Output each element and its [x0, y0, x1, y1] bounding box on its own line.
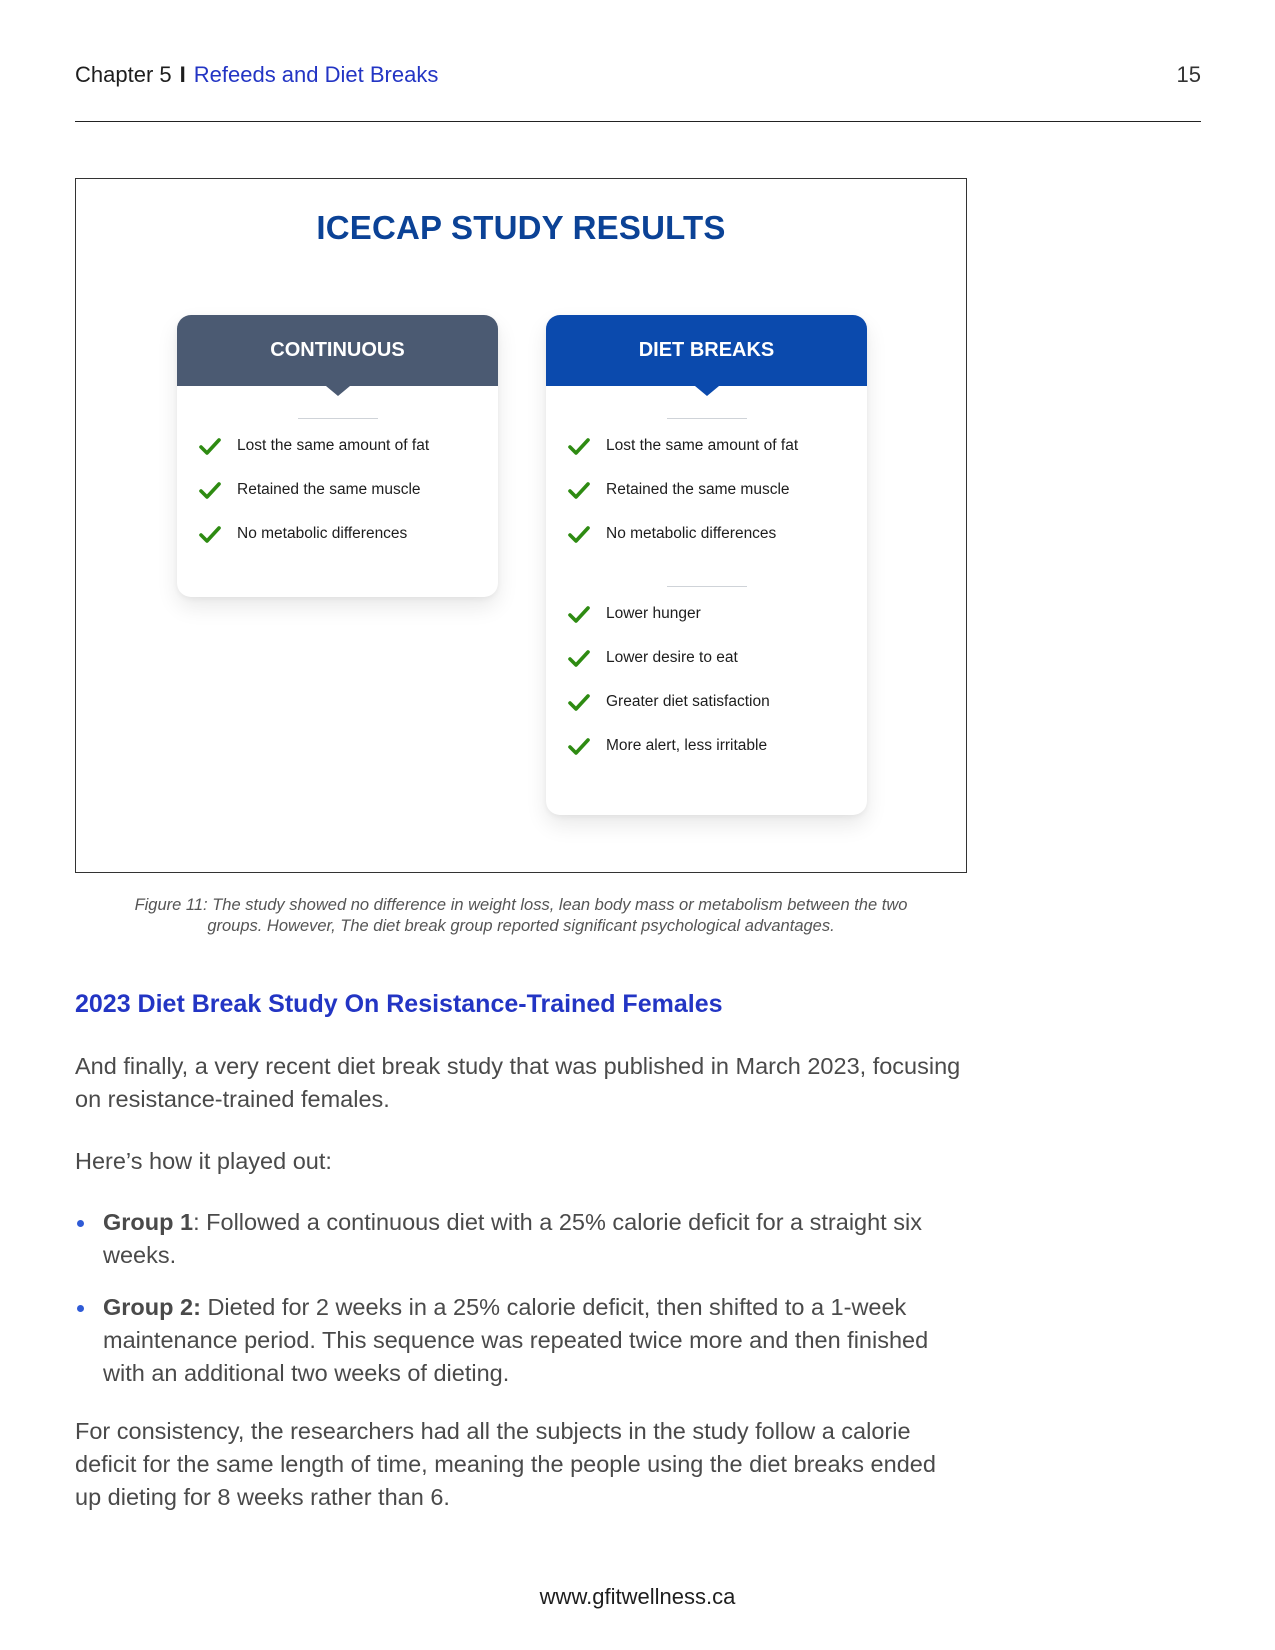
chapter-separator: I [179, 62, 186, 87]
list-item-text: More alert, less irritable [606, 737, 768, 754]
checkmark-icon [568, 738, 590, 756]
header-pointer [695, 386, 719, 396]
checkmark-icon [199, 438, 221, 456]
group-description: Followed a continuous diet with a 25% calorie deficit for a straight six weeks. [103, 1209, 922, 1268]
group-label-suffix: : [193, 1209, 200, 1235]
header-divider [75, 121, 1201, 122]
list-item [75, 1206, 965, 1272]
checkmark-icon [568, 438, 590, 456]
chapter-label [75, 62, 438, 88]
checkmark-icon [568, 526, 590, 544]
checkmark-icon [568, 650, 590, 668]
header-pointer [326, 386, 350, 396]
continuous-card-label: CONTINUOUS [270, 339, 405, 361]
list-item-text: Lower hunger [606, 605, 701, 622]
checkmark-icon [199, 526, 221, 544]
list-item-text: Lower desire to eat [606, 649, 738, 666]
figure-caption [75, 895, 967, 937]
list-item-text: Retained the same muscle [606, 481, 790, 498]
chapter-number: Chapter 5 [75, 62, 172, 87]
bullet-icon [77, 1220, 84, 1227]
group-label: Group 1 [103, 1209, 194, 1235]
section-heading: 2023 Diet Break Study On Resistance-Trained Females [75, 990, 723, 1018]
lead-paragraph: Here’s how it played out: [75, 1148, 332, 1174]
chapter-title: Refeeds and Diet Breaks [193, 62, 439, 87]
continuous-card-header [177, 315, 498, 386]
group-description: Dieted for 2 weeks in a 25% calorie deficit, then shifted to a 1-week maintenance period. This sequence was repeated twice more and then finished with an additional two weeks of dieting. [103, 1294, 929, 1386]
intro-paragraph: And finally, a very recent diet break study that was published in March 2023, focusing on resistance-trained females. [75, 1053, 961, 1112]
list-item-text: No metabolic differences [237, 525, 408, 542]
footer-url: www.gfitwellness.ca [539, 1584, 736, 1609]
diet-breaks-card-label: DIET BREAKS [638, 339, 775, 361]
list-item-text: No metabolic differences [606, 525, 777, 542]
page-header [75, 62, 1201, 92]
list-item-text: Lost the same amount of fat [237, 437, 430, 454]
caption-line: groups. However, The diet break group reported significant psychological advantages. [207, 917, 835, 935]
card-divider [667, 418, 747, 419]
checkmark-icon [568, 694, 590, 712]
bullet-icon [77, 1305, 84, 1312]
figure-title: ICECAP STUDY RESULTS [316, 209, 726, 246]
checkmark-icon [568, 606, 590, 624]
list-item [75, 1291, 965, 1390]
group-list [75, 1206, 965, 1409]
card-divider [667, 586, 747, 587]
group-label: Group 2: [103, 1294, 201, 1320]
list-item-text: Lost the same amount of fat [606, 437, 799, 454]
page-number: 15 [1176, 62, 1201, 87]
card-divider [298, 418, 378, 419]
study-results-figure [75, 178, 967, 873]
continuous-card [177, 315, 498, 597]
closing-paragraph: For consistency, the researchers had all the subjects in the study follow a calorie deficit for the same length of time, meaning the people using the diet breaks ended up dieting for 8 weeks rather than 6. [75, 1418, 936, 1510]
checkmark-icon [199, 482, 221, 500]
caption-line: Figure 11: The study showed no difference in weight loss, lean body mass or metabolism between the two [134, 896, 908, 914]
list-item-text: Greater diet satisfaction [606, 693, 770, 710]
diet-breaks-card-header [546, 315, 867, 386]
diet-breaks-card [546, 315, 867, 815]
list-item-text: Retained the same muscle [237, 481, 421, 498]
checkmark-icon [568, 482, 590, 500]
